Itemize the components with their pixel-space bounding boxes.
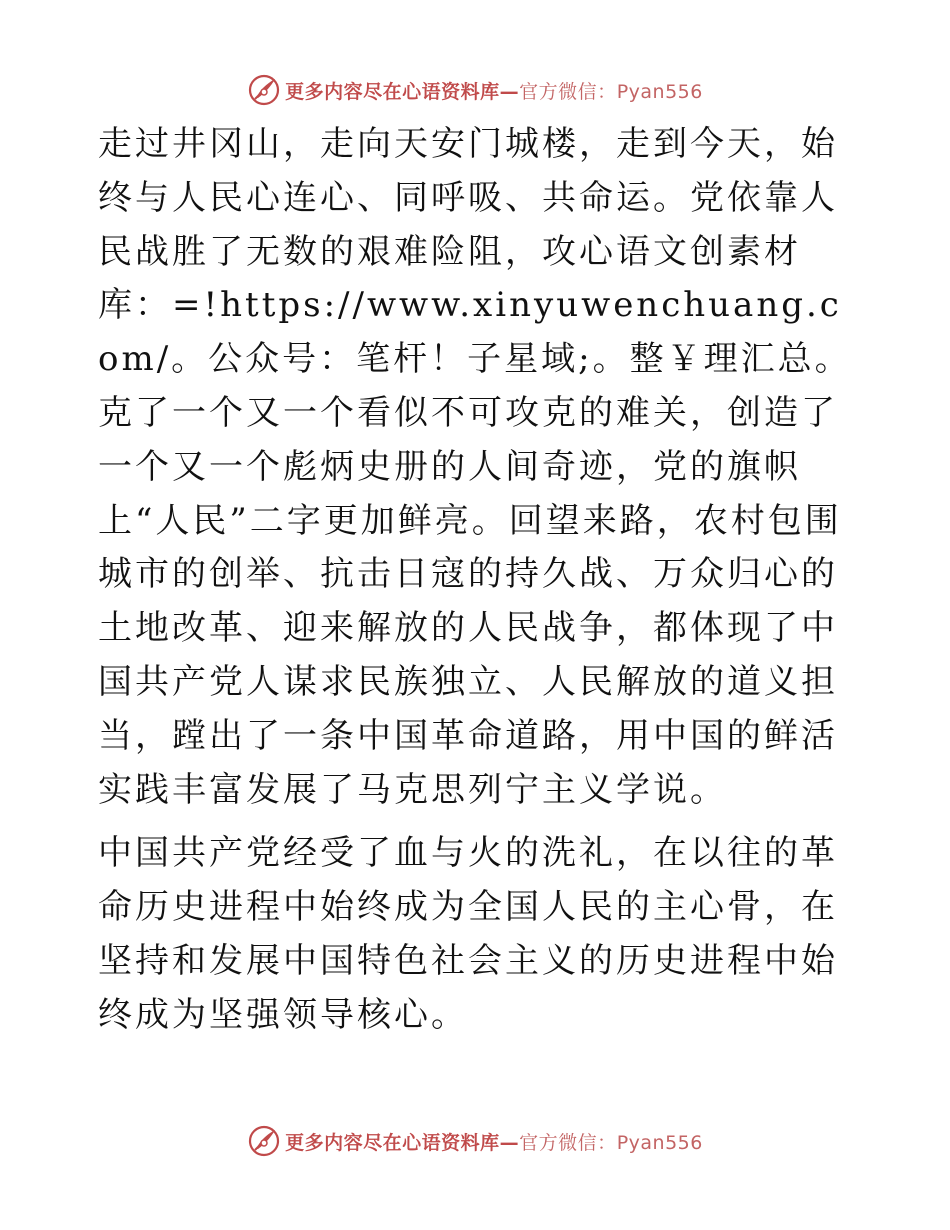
header-promo <box>285 77 703 104</box>
footer-promo-text: 更多内容尽在心语资料库— <box>285 1131 520 1154</box>
header-promo-text: 更多内容尽在心语资料库— <box>285 80 520 103</box>
quill-pen-logo-icon <box>247 73 281 107</box>
document-body <box>98 118 858 1043</box>
paragraph-1: 走过井冈山，走向天安门城楼，走到今天，始终与人民心连心、同呼吸、共命运。党依靠人民战胜了无数的艰难险阻，攻心语文创素材库：=!https://www.xinyuwenchuang.com/。公众号：笔杆！子星域;。整￥理汇总。克了一个又一个看似不可攻克的难关，创造了一个又一个彪炳史册的人间奇迹，党的旗帜上“人民”二字更加鲜亮。回望来路，农村包围城市的创举、抗击日寇的持久战、万众归心的土地改革、迎来解放的人民战争，都体现了中国共产党人谋求民族独立、人民解放的道义担当，蹚出了一条中国革命道路，用中国的鲜活实践丰富发展了马克思列宁主义学说。 <box>98 124 852 810</box>
quill-pen-logo-icon <box>247 1124 281 1158</box>
footer-wechat-label: 官方微信： <box>519 1131 617 1154</box>
header-wechat-label: 官方微信： <box>519 80 617 103</box>
header-banner <box>0 70 950 110</box>
footer-wechat-id: Pyan556 <box>616 1131 703 1154</box>
paragraph-2: 中国共产党经受了血与火的洗礼，在以往的革命历史进程中始终成为全国人民的主心骨，在坚持和发展中国特色社会主义的历史进程中始终成为坚强领导核心。 <box>98 833 838 1035</box>
footer-banner <box>0 1121 950 1161</box>
footer-promo <box>285 1128 703 1155</box>
header-wechat-id: Pyan556 <box>616 80 703 103</box>
